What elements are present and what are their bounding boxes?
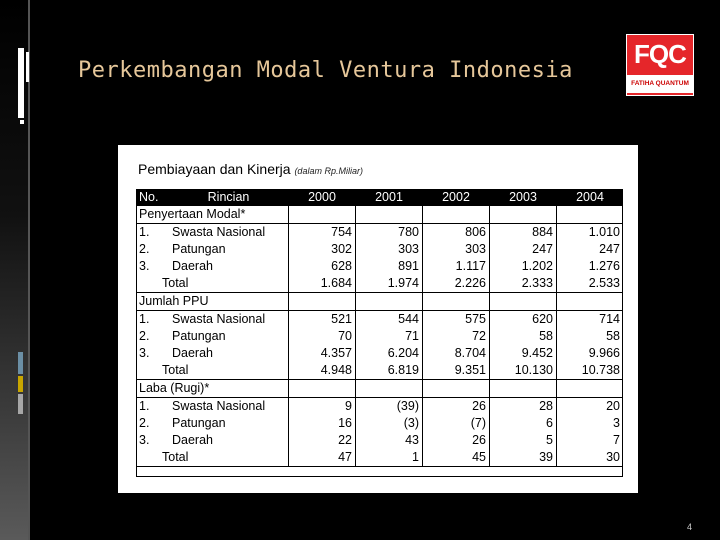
row-value: 806 (423, 224, 490, 242)
row-value: 1.010 (557, 224, 624, 242)
total-label: Total (136, 362, 289, 380)
total-value: 10.738 (557, 362, 624, 380)
section-empty-cell (289, 293, 356, 311)
section-empty-cell (557, 293, 624, 311)
section-empty-cell (490, 380, 557, 398)
total-value: 39 (490, 449, 557, 467)
row-value: 5 (490, 432, 557, 449)
total-label: Total (136, 449, 289, 467)
heading-note: (dalam Rp.Miliar) (294, 166, 363, 176)
row-value: 9.966 (557, 345, 624, 362)
section-empty-cell (356, 293, 423, 311)
total-row (136, 275, 623, 293)
table-heading (138, 161, 363, 177)
row-number: 3. (139, 433, 150, 447)
section-empty-cell (490, 206, 557, 224)
row-label: Swasta Nasional (172, 225, 266, 239)
row-value: (3) (356, 415, 423, 432)
row-value: 58 (557, 328, 624, 345)
row-value: 58 (490, 328, 557, 345)
row-value: (39) (356, 398, 423, 416)
row-value: 6 (490, 415, 557, 432)
row-value: (7) (423, 415, 490, 432)
table-header-row (136, 189, 623, 206)
total-value: 10.130 (490, 362, 557, 380)
row-value: 754 (289, 224, 356, 242)
row-value: 575 (423, 311, 490, 329)
section-empty-cell (356, 380, 423, 398)
grey-stripe (18, 394, 23, 414)
table-panel (118, 145, 638, 493)
row-label: Patungan (172, 329, 226, 343)
col-header-2003: 2003 (490, 189, 557, 206)
row-value: 884 (490, 224, 557, 242)
slide-title: Perkembangan Modal Ventura Indonesia (78, 58, 573, 83)
row-value: 780 (356, 224, 423, 242)
row-value: 302 (289, 241, 356, 258)
section-empty-cell (490, 293, 557, 311)
table-row (136, 311, 623, 329)
col-header-rincian: Rincian (164, 189, 289, 206)
total-value: 9.351 (423, 362, 490, 380)
total-value: 1 (356, 449, 423, 467)
row-number: 1. (139, 225, 150, 239)
white-stripe-2 (26, 52, 29, 82)
row-label: Daerah (172, 259, 213, 273)
total-value: 2.533 (557, 275, 624, 293)
total-value: 45 (423, 449, 490, 467)
table-row (136, 398, 623, 416)
section-empty-cell (423, 206, 490, 224)
row-value: 70 (289, 328, 356, 345)
row-value: 8.704 (423, 345, 490, 362)
white-stripe-1 (18, 48, 24, 118)
table-row (136, 328, 623, 345)
row-value: 16 (289, 415, 356, 432)
section-empty-cell (423, 293, 490, 311)
total-value: 6.819 (356, 362, 423, 380)
row-value: 22 (289, 432, 356, 449)
section-empty-cell (356, 206, 423, 224)
row-number: 2. (139, 329, 150, 343)
row-value: 3 (557, 415, 624, 432)
section-title: Penyertaan Modal* (136, 206, 289, 224)
table-row (136, 432, 623, 449)
row-number: 3. (139, 346, 150, 360)
section-empty-cell (289, 206, 356, 224)
section-empty-cell (557, 206, 624, 224)
total-value: 1.684 (289, 275, 356, 293)
row-value: 303 (423, 241, 490, 258)
row-value: 1.276 (557, 258, 624, 275)
total-value: 2.333 (490, 275, 557, 293)
row-value: 6.204 (356, 345, 423, 362)
row-number: 1. (139, 399, 150, 413)
fqc-logo (626, 34, 694, 96)
white-stripe-dot (20, 120, 24, 124)
row-label: Swasta Nasional (172, 312, 266, 326)
row-value: 4.357 (289, 345, 356, 362)
table-row (136, 415, 623, 432)
row-value: 891 (356, 258, 423, 275)
row-value: 9 (289, 398, 356, 416)
row-label: Daerah (172, 433, 213, 447)
col-header-2002: 2002 (423, 189, 490, 206)
row-value: 1.202 (490, 258, 557, 275)
row-label: Patungan (172, 416, 226, 430)
row-value: 1.117 (423, 258, 490, 275)
page-number: 4 (686, 522, 692, 532)
total-value: 47 (289, 449, 356, 467)
row-value: 521 (289, 311, 356, 329)
section-row (136, 293, 623, 311)
row-value: 72 (423, 328, 490, 345)
row-value: 71 (356, 328, 423, 345)
total-value: 4.948 (289, 362, 356, 380)
total-row (136, 362, 623, 380)
total-value: 1.974 (356, 275, 423, 293)
row-value: 26 (423, 432, 490, 449)
logo-text: FQC (634, 39, 686, 69)
decorative-stripes (0, 0, 40, 540)
row-value: 628 (289, 258, 356, 275)
section-row (136, 206, 623, 224)
section-title: Jumlah PPU (136, 293, 289, 311)
row-value: 544 (356, 311, 423, 329)
row-value: 20 (557, 398, 624, 416)
financing-table (136, 189, 623, 467)
logo-subtitle: FATIHA QUANTUM (627, 75, 693, 93)
row-value: 9.452 (490, 345, 557, 362)
row-value: 26 (423, 398, 490, 416)
row-value: 620 (490, 311, 557, 329)
heading-text: Pembiayaan dan Kinerja (138, 161, 291, 177)
col-header-no: No. (136, 189, 164, 206)
section-empty-cell (423, 380, 490, 398)
total-row (136, 449, 623, 467)
col-header-2000: 2000 (289, 189, 356, 206)
table-row (136, 224, 623, 242)
row-label: Swasta Nasional (172, 399, 266, 413)
row-value: 43 (356, 432, 423, 449)
table-row (136, 345, 623, 362)
row-value: 7 (557, 432, 624, 449)
row-value: 247 (557, 241, 624, 258)
row-value: 303 (356, 241, 423, 258)
section-empty-cell (557, 380, 624, 398)
row-value: 28 (490, 398, 557, 416)
col-header-2004: 2004 (557, 189, 624, 206)
row-number: 2. (139, 416, 150, 430)
row-number: 3. (139, 259, 150, 273)
total-value: 30 (557, 449, 624, 467)
row-label: Daerah (172, 346, 213, 360)
row-number: 2. (139, 242, 150, 256)
table-row (136, 241, 623, 258)
row-value: 247 (490, 241, 557, 258)
total-value: 2.226 (423, 275, 490, 293)
row-number: 1. (139, 312, 150, 326)
total-label: Total (136, 275, 289, 293)
section-empty-cell (289, 380, 356, 398)
row-value: 714 (557, 311, 624, 329)
section-title: Laba (Rugi)* (136, 380, 289, 398)
yellow-stripe (18, 376, 23, 392)
blue-stripe (18, 352, 23, 374)
section-row (136, 380, 623, 398)
table-row (136, 258, 623, 275)
col-header-2001: 2001 (356, 189, 423, 206)
row-label: Patungan (172, 242, 226, 256)
